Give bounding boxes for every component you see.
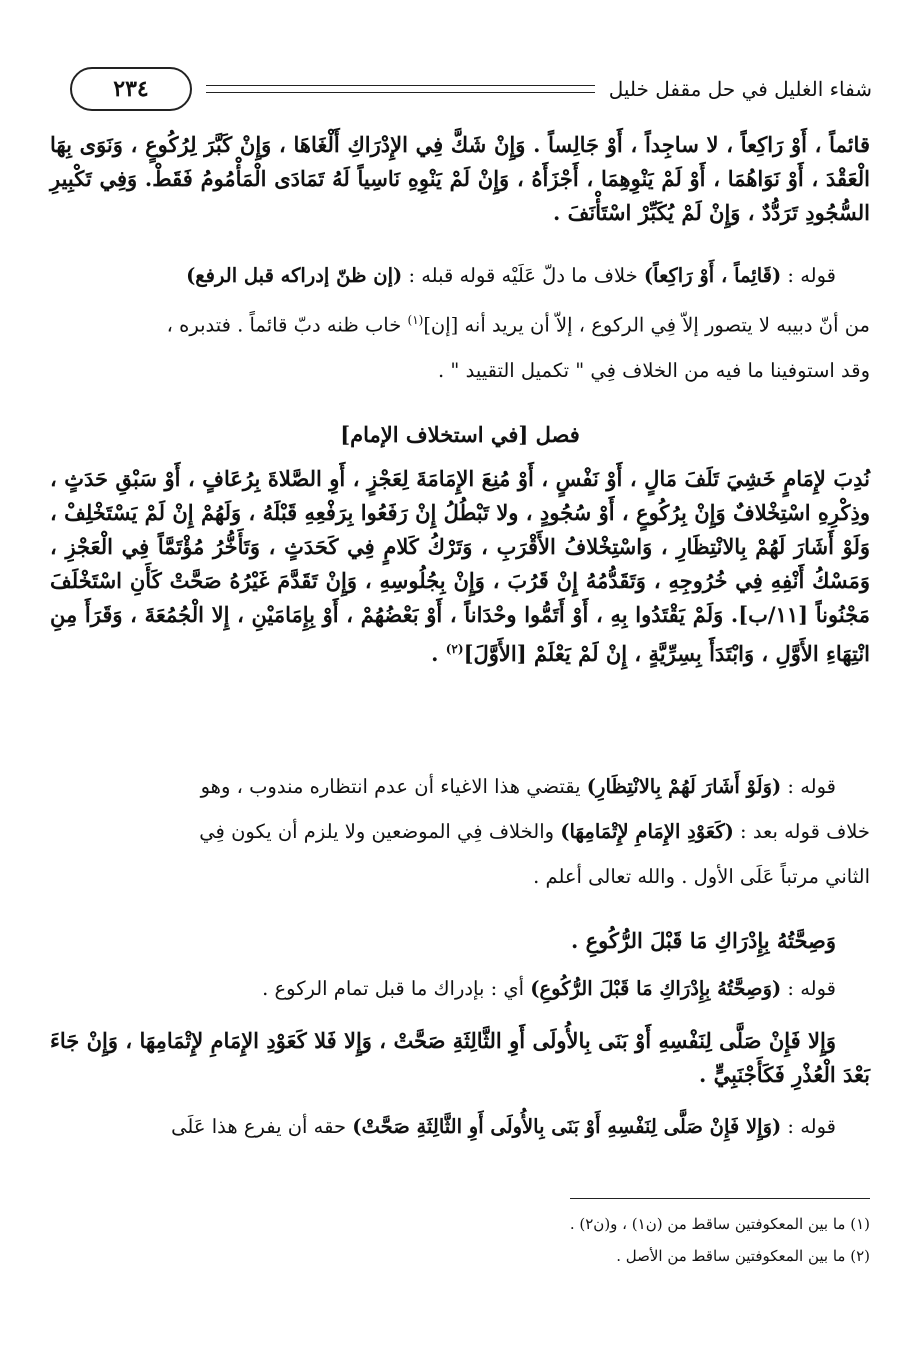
footnote-reference: (١) — [407, 313, 424, 327]
commentary-text: أي : بإدراك ما قبل تمام الركوع . — [262, 977, 531, 1000]
commentary-text: قوله : — [781, 775, 836, 798]
commentary-text: خاب ظنه دبّ قائماً . فتدبره ، — [166, 313, 408, 337]
commentary-line — [50, 298, 870, 348]
matn-passage-1 — [50, 128, 870, 230]
commentary-text: حقه أن يفرع هذا عَلَى — [171, 1115, 353, 1138]
matn-passage-3 — [50, 924, 870, 958]
matn-text — [50, 462, 870, 671]
commentary-text: قوله : — [781, 1115, 836, 1138]
matn-text: قائماً ، أَوْ رَاكِعاً ، لا ساجِداً ، أَوْ جَالِساً . وَإِنْ شَكَّ فِي الإِدْرَاكِ أَلْغَاهَا ، وَإِنْ كَبَّرَ لِرُكُوعٍ ، وَنَوَى بِهَا الْعَقْدَ ، أَوْ نَوَاهُمَا ، أَوْ لَمْ يَنْوِهِمَا ، أَجْزَأَهُ ، وَإِنْ لَمْ يَنْوِهِ نَاسِياً لَهُ تَمَادَى الْمَأْمُومُ فَقَطْ. وَفِي تَكْبِيرِ السُّجُودِ تَرَدُّدٌ ، وَإِنْ لَمْ يُكَبِّرْ اسْتَأْنَفَ . — [50, 132, 870, 225]
footnote-separator — [570, 1198, 870, 1199]
commentary-passage-3 — [50, 966, 870, 1011]
header-rule — [206, 85, 595, 93]
running-title: شفاء الغليل في حل مقفل خليل — [608, 77, 872, 101]
matn-quote: (وَإِلا فَإِنْ صَلَّى لِنَفْسِهِ أَوْ بَنَى بِالأُولَى أَوِ الثَّالِثَةِ صَحَّتْ) — [352, 1115, 782, 1138]
commentary-passage-2 — [50, 764, 870, 899]
matn-text-end: . — [431, 641, 446, 666]
matn-passage-4 — [50, 1024, 870, 1092]
commentary-line — [50, 966, 870, 1011]
commentary-line — [50, 1104, 870, 1149]
matn-quote: (كَعَوْدِ الإِمَامِ لإِتْمَامِهَا) — [560, 820, 734, 843]
footnote-2: (٢) ما بين المعكوفتين ساقط من الأصل . — [616, 1247, 870, 1265]
footnote-1: (١) ما بين المعكوفتين ساقط من (ن١) ، و(ن٢) . — [569, 1215, 870, 1233]
commentary-text: خلاف ما دلّ عَلَيْه قوله قبله : — [402, 264, 644, 287]
commentary-passage-1 — [50, 253, 870, 393]
matn-quote: (وَصِحَّتُهُ بِإِدْرَاكِ مَا قَبْلَ الرُّكُوعِ) — [530, 977, 782, 1000]
matn-quote: (إن ظنّ إدراكه قبل الرفع) — [186, 264, 403, 287]
commentary-text: قوله : — [781, 264, 836, 287]
commentary-text: من أنّ دبيبه لا يتصور إلاّ فِي الركوع ، إلاّ أن يريد أنه [إن] — [423, 313, 870, 337]
matn-text: وَصِحَّتُهُ بِإِدْرَاكِ مَا قَبْلَ الرُّكُوعِ . — [571, 928, 836, 953]
matn-text: وَإِلا فَإِنْ صَلَّى لِنَفْسِهِ أَوْ بَنَى بِالأُولَى أَوِ الثَّالِثَةِ صَحَّتْ ، وَإِلا فَلا كَعَوْدِ الإِمَامِ لإِتْمَامِهَا ، وَإِنْ جَاءَ بَعْدَ الْعُذْرِ فَكَأَجْنَبِيٍّ . — [50, 1028, 870, 1087]
matn-passage-2 — [50, 462, 870, 671]
section-heading: فصل [في استخلاف الإمام] — [340, 422, 580, 447]
page-number: ٢٣٤ — [70, 67, 192, 111]
matn-quote: (قَائِماً ، أَوْ رَاكِعاً) — [643, 264, 782, 287]
matn-text-body: نُدِبَ لإِمَامٍ خَشِيَ تَلَفَ مَالٍ ، أَوْ نَفْسٍ ، أَوْ مُنِعَ الإِمَامَةَ لِعَجْزٍ ، أَوِ الصَّلاةَ بِرُعَافٍ ، أَوْ سَبْقِ حَدَثٍ ، وذِكْرِهِ اسْتِخْلافٌ وَإِنْ بِرُكُوعٍ ، أَوْ سُجُودٍ ، ولا تَبْطُلُ إِنْ رَفَعُوا بِرَفْعِهِ قَبْلَهُ ، وَلَهُمْ إِنْ لَمْ يَسْتَخْلِفْ ، وَلَوْ أَشَارَ لَهُمْ بِالانْتِظَارِ ، وَاسْتِخْلافُ الأَقْرَبِ ، وَتَرْكُ كَلامٍ فِي كَحَدَثٍ ، وَتَأَخُّرُ مُؤْتَمَّاً فِي الْعَجْزِ ، وَمَسْكُ أَنْفِهِ فِي خُرُوجِهِ ، وَتَقَدُّمُهُ إِنْ قَرُبَ ، وَإِنْ بِجُلُوسِهِ ، وَإِنْ تَقَدَّمَ غَيْرُهُ صَحَّتْ كَأَنِ اسْتَخْلَفَ مَجْنُوناً [١١/ب]. وَلَمْ يَقْتَدُوا بِهِ ، أَوْ أَتَمُّوا وحْدَاناً ، أَوْ بَعْضُهُمْ ، أَوْ بِإِمَامَيْنِ ، إِلا الْجُمُعَةَ ، وَقَرَأَ مِنِ انْتِهَاءِ الأَوَّلِ ، وَابْتَدَأَ بِسِرِّيَّةٍ ، إِنْ لَمْ يَعْلَمْ [الأَوَّلَ] — [50, 466, 870, 666]
footnotes — [50, 1208, 870, 1272]
running-header — [70, 66, 872, 112]
commentary-text: خلاف قوله بعد : — [733, 820, 870, 843]
commentary-text: يقتضي هذا الاغياء أن عدم انتظاره مندوب ، وهو — [200, 775, 587, 798]
commentary-line — [50, 809, 870, 854]
footnote-reference: (٢) — [445, 642, 464, 656]
commentary-line: الثاني مرتباً عَلَى الأول . والله تعالى أعلم . — [533, 865, 870, 888]
commentary-text: قوله : — [781, 977, 836, 1000]
commentary-text: والخلاف فِي الموضعين ولا يلزم أن يكون فِي — [199, 820, 561, 843]
commentary-passage-4 — [50, 1104, 870, 1149]
commentary-line — [50, 764, 870, 809]
commentary-line: وقد استوفينا ما فيه من الخلاف فِي " تكميل التقييد " . — [438, 358, 870, 382]
matn-quote: (وَلَوْ أَشَارَ لَهُمْ بِالانْتِظَارِ) — [586, 775, 782, 798]
commentary-line — [50, 253, 870, 298]
